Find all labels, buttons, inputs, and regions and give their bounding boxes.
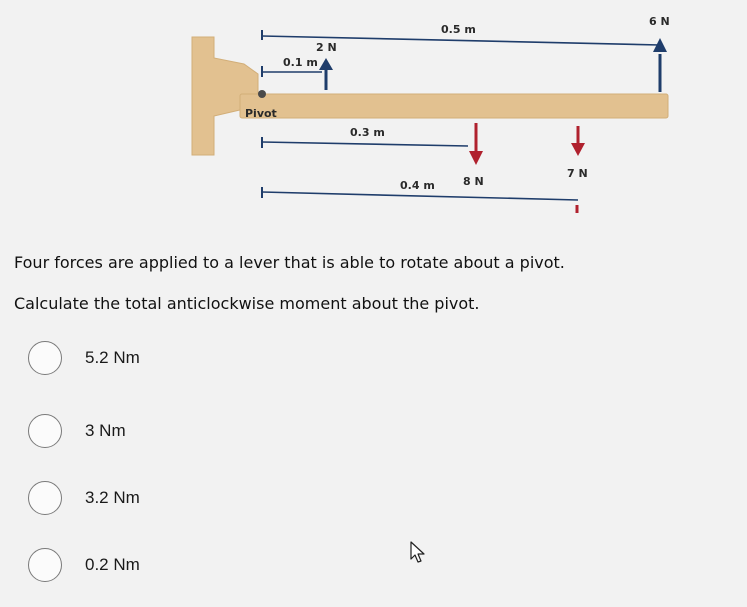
label-distance-0.5m: 0.5 m (441, 23, 476, 36)
radio-button[interactable] (28, 548, 62, 582)
question-text-line-1: Four forces are applied to a lever that is able to rotate about a pivot. (14, 253, 565, 272)
label-pivot: Pivot (245, 107, 277, 120)
radio-button[interactable] (28, 414, 62, 448)
answer-option-1[interactable] (28, 338, 328, 378)
radio-button[interactable] (28, 481, 62, 515)
label-distance-0.4m: 0.4 m (400, 179, 435, 192)
pivot-point (258, 90, 266, 98)
answer-option-label: 5.2 Nm (85, 348, 140, 367)
answer-option-4[interactable] (28, 545, 328, 585)
question-text-line-2: Calculate the total anticlockwise moment about the pivot. (14, 294, 480, 313)
answer-option-label: 3.2 Nm (85, 488, 140, 507)
answer-option-label: 0.2 Nm (85, 555, 140, 574)
radio-button[interactable] (28, 341, 62, 375)
mouse-pointer-icon (410, 541, 426, 565)
lever-diagram (0, 0, 747, 245)
label-force-8n: 8 N (463, 175, 484, 188)
lever-beam (240, 94, 668, 118)
label-force-7n: 7 N (567, 167, 588, 180)
distance-line-0.3m (262, 142, 468, 146)
answer-option-3[interactable] (28, 478, 328, 518)
label-distance-0.3m: 0.3 m (350, 126, 385, 139)
label-distance-0.1m: 0.1 m (283, 56, 318, 69)
force-arrow-7n-head (571, 143, 585, 156)
label-force-2n: 2 N (316, 41, 337, 54)
answer-option-label: 3 Nm (85, 421, 126, 440)
answer-option-2[interactable] (28, 411, 328, 451)
force-arrow-8n-head (469, 151, 483, 165)
force-arrow-2n-head (319, 58, 333, 70)
distance-line-0.4m (262, 192, 578, 200)
label-force-6n: 6 N (649, 15, 670, 28)
